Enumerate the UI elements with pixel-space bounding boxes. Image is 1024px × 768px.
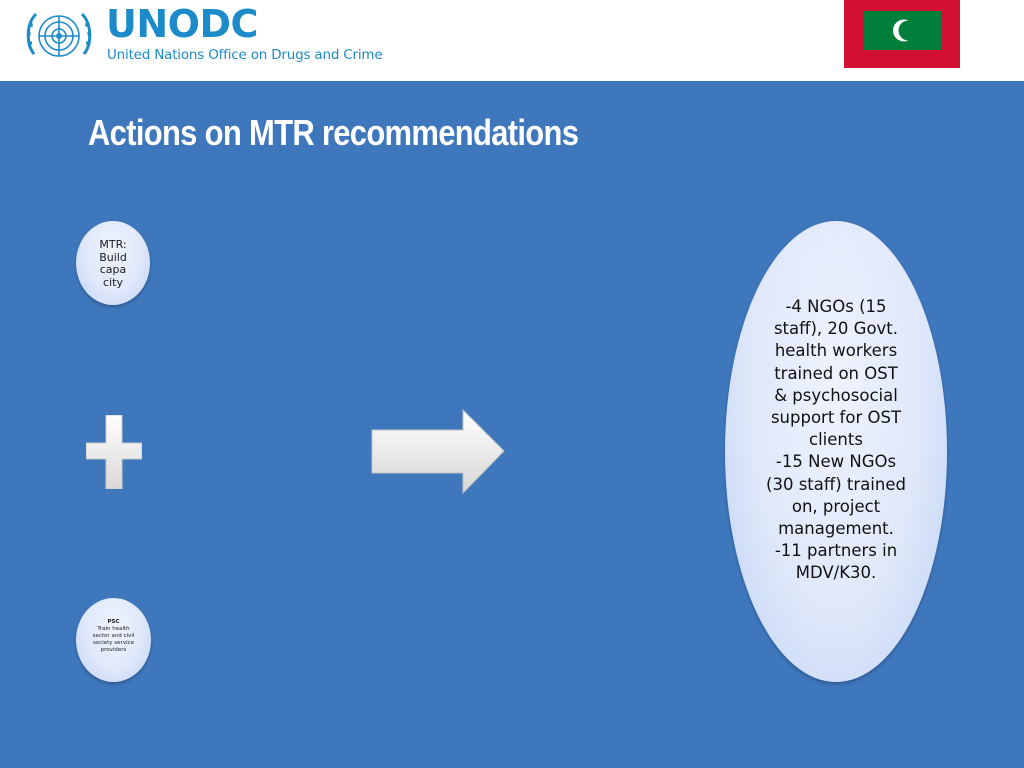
psc-bubble <box>76 598 151 682</box>
maldives-flag-icon <box>844 0 960 68</box>
header-bar <box>0 0 1024 81</box>
logo-subtitle: United Nations Office on Drugs and Crime <box>107 47 383 63</box>
plus-icon <box>86 415 142 489</box>
result-bubble-text: -4 NGOs (15 staff), 20 Govt. health workers trained on OST & psychosocial support for OST clients -15 New NGOs (30 staff) trained on, project management. -11 partners in MDV/K30. <box>766 297 906 583</box>
right-arrow-icon <box>371 409 505 494</box>
result-bubble <box>725 221 947 682</box>
mtr-bubble-text: MTR: Build capa city <box>99 238 127 289</box>
psc-bubble-text: Train health sector and civil society service providers <box>92 626 135 653</box>
psc-bubble-label: PSC <box>107 619 120 625</box>
logo-wordmark: UNODC <box>106 2 258 46</box>
slide-title: Actions on MTR recommendations <box>88 112 579 153</box>
mtr-bubble <box>76 221 150 305</box>
un-emblem-icon <box>22 4 96 68</box>
